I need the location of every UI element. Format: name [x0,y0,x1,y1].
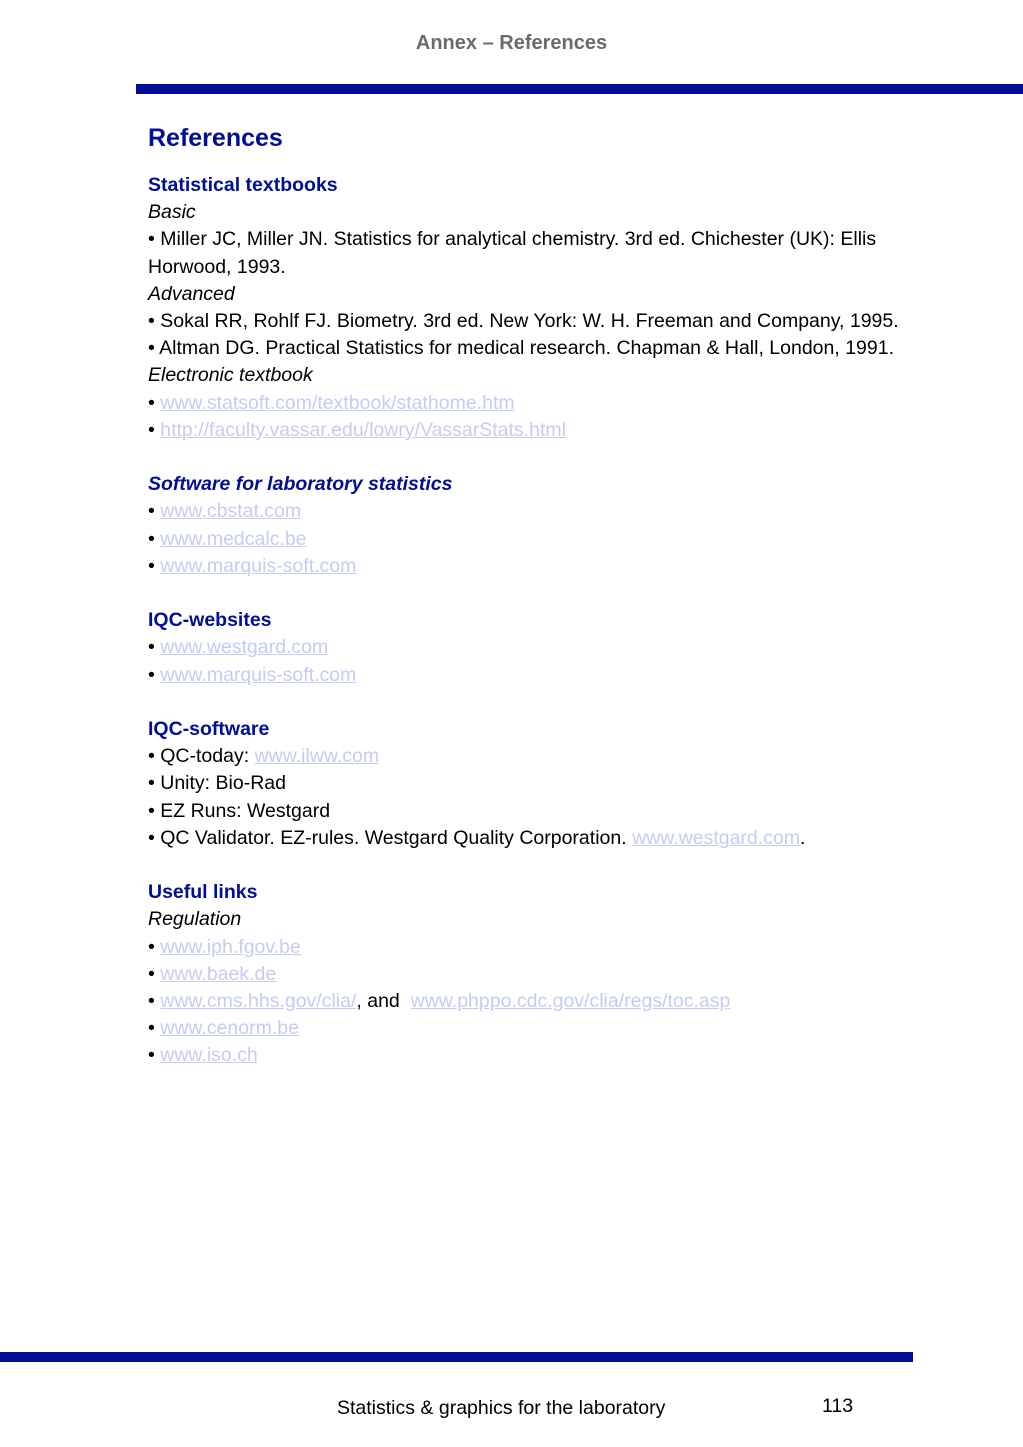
reference-sokal: • Sokal RR, Rohlf FJ. Biometry. 3rd ed. New York: W. H. Freeman and Company, 1995. [148,310,899,333]
link-phppo[interactable]: www.phppo.cdc.gov/clia/regs/toc.asp [410,990,731,1013]
link-cenorm[interactable]: www.cenorm.be [160,1017,299,1040]
spacer [148,689,908,716]
link-cms[interactable]: www.cms.hhs.gov/clia/ [160,990,357,1013]
link-iph[interactable]: www.iph.fgov.be [160,935,301,958]
period: . [800,826,806,849]
list-item [148,526,908,553]
list-item [148,498,908,525]
page-title: References [148,124,283,152]
subheading-basic: Basic [148,201,196,224]
link-baek[interactable]: www.baek.de [160,962,277,985]
bullet: • [148,527,161,550]
section-heading-software: Software for laboratory statistics [148,473,453,496]
bullet: • [148,554,161,577]
link-cbstat[interactable]: www.cbstat.com [160,500,302,523]
bottom-rule [0,1352,913,1362]
list-item [148,934,908,961]
list-item [148,770,908,797]
link-westgard[interactable]: www.westgard.com [632,826,801,849]
list-item [148,825,908,852]
list-item [148,634,908,661]
bullet: • [148,1044,161,1067]
link-statsoft[interactable]: www.statsoft.com/textbook/stathome.htm [160,391,515,414]
link-medcalc[interactable]: www.medcalc.be [160,527,307,550]
bullet: • [148,500,161,523]
link-marquis-soft[interactable]: www.marquis-soft.com [160,663,357,686]
bullet: • [148,745,161,768]
list-item [148,417,908,444]
and-joiner: , and [356,990,411,1013]
list-item [148,662,908,689]
bullet: • [148,636,161,659]
section-heading-textbooks: Statistical textbooks [148,174,338,196]
list-item [148,553,908,580]
running-header: Annex – References [415,32,608,54]
qc-validator-text: QC Validator. EZ-rules. Westgard Quality Corporation. [160,826,633,849]
bullet: • [148,418,161,441]
list-item [148,798,908,825]
link-marquis-soft[interactable]: www.marquis-soft.com [160,554,357,577]
section-heading-iqc-websites: IQC-websites [148,609,272,632]
list-item [148,743,908,770]
footer-title: Statistics & graphics for the laboratory [337,1397,666,1419]
bullet: • [148,826,161,849]
bullet: • [148,663,161,686]
section-heading-iqc-software: IQC-software [148,718,270,741]
link-ilww[interactable]: www.ilww.com [254,745,380,768]
subheading-regulation: Regulation [148,908,242,931]
unity-text: Unity: Bio-Rad [160,772,286,795]
qc-today-label: QC-today: [160,745,255,768]
bullet: • [148,935,161,958]
top-rule [136,84,1023,94]
list-item [148,961,908,988]
bullet: • [148,962,161,985]
spacer [148,444,908,471]
spacer [148,580,908,607]
list-item [148,988,908,1015]
subheading-advanced: Advanced [148,282,235,305]
bullet: • [148,990,161,1013]
references-content [148,120,908,1070]
bullet: • [148,391,161,414]
bullet: • [148,799,161,822]
link-iso[interactable]: www.iso.ch [160,1044,258,1067]
bullet: • [148,1017,161,1040]
reference-altman: • Altman DG. Practical Statistics for medical research. Chapman & Hall, London, 1991. [148,337,894,360]
link-westgard[interactable]: www.westgard.com [160,636,329,659]
bullet: • [148,772,161,795]
list-item [148,1042,908,1069]
spacer [148,852,908,879]
page-number: 113 [822,1395,854,1417]
list-item [148,1015,908,1042]
reference-miller: • Miller JC, Miller JN. Statistics for analytical chemistry. 3rd ed. Chichester (UK): Ellis Horwood, 1993. [148,228,877,278]
subheading-electronic: Electronic textbook [148,364,313,387]
ez-runs-text: EZ Runs: Westgard [160,799,331,822]
link-vassarstats[interactable]: http://faculty.vassar.edu/lowry/VassarStats.html [160,418,566,441]
section-heading-useful-links: Useful links [148,881,258,904]
list-item [148,390,908,417]
